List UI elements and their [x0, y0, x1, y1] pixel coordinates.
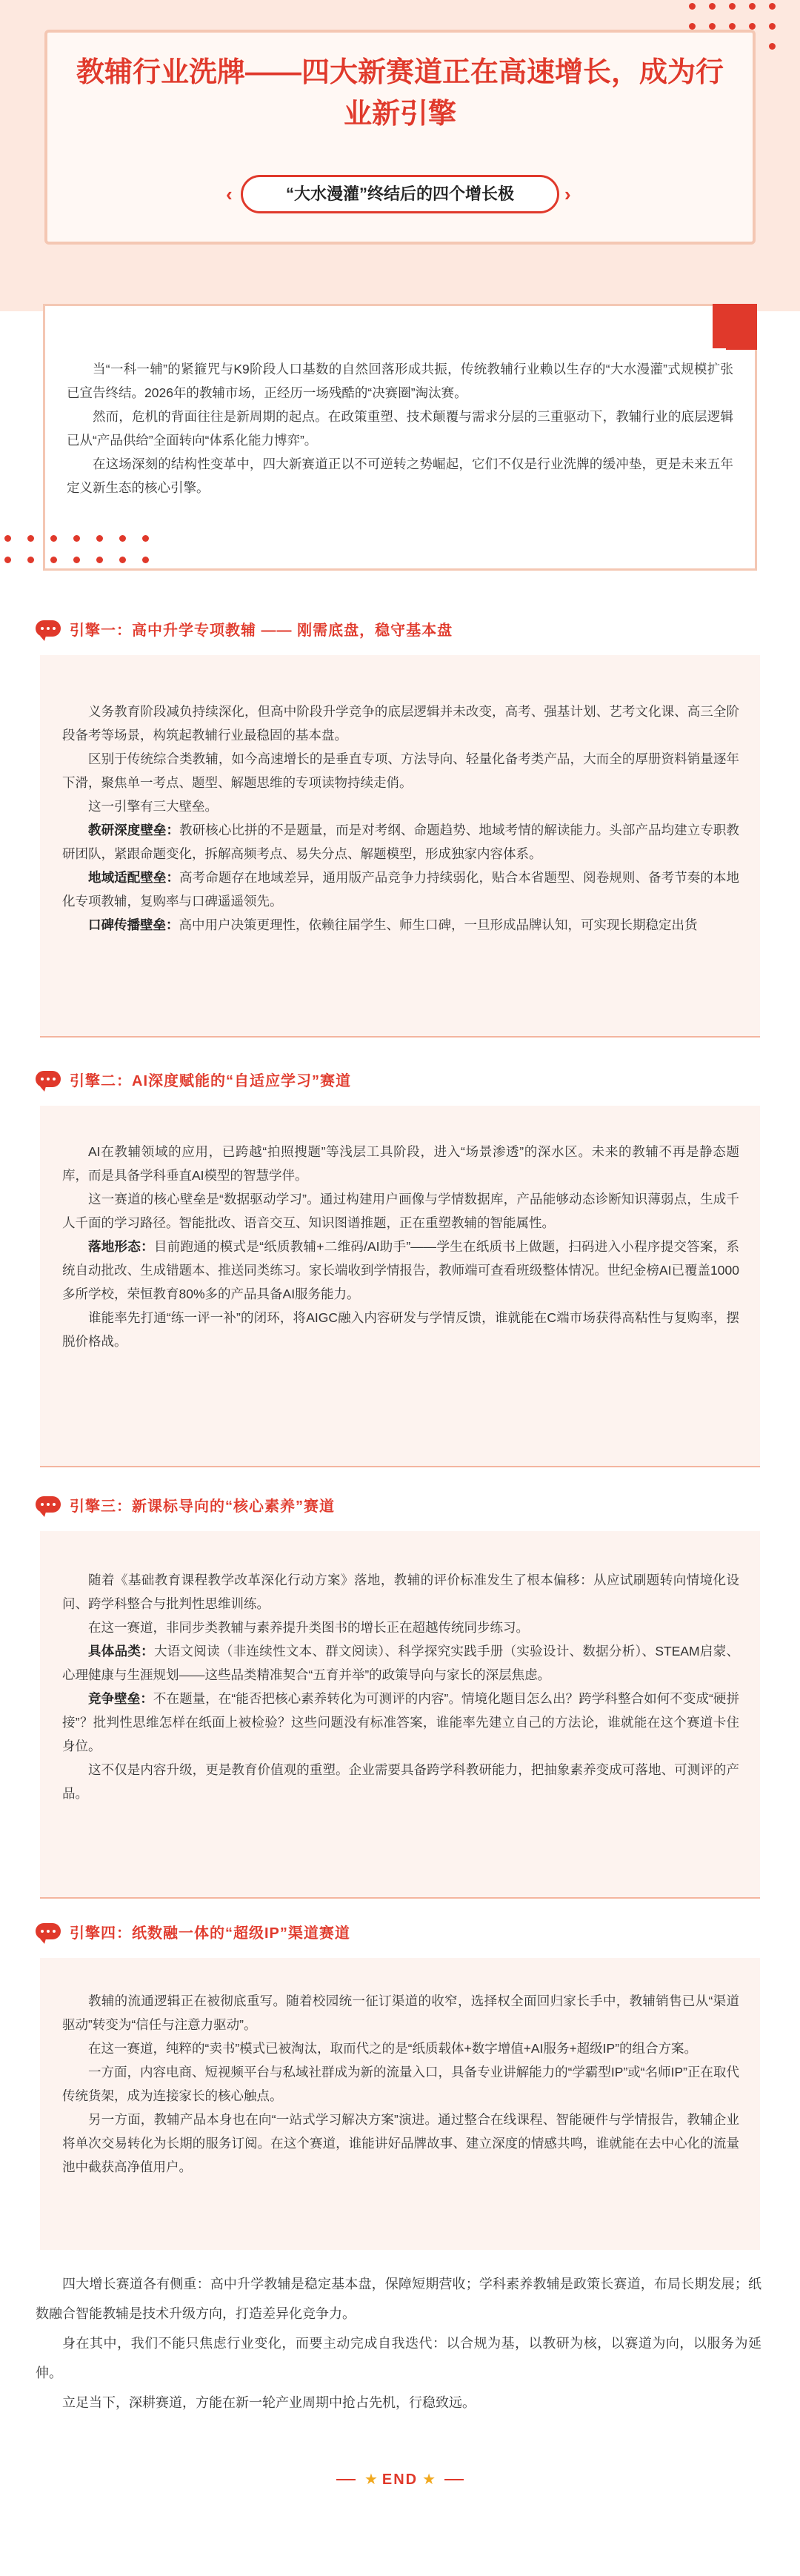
intro-paragraph: 在这场深刻的结构性变革中，四大新赛道正以不可逆转之势崛起，它们不仅是行业洗牌的缓冲垫，更是未来五年定义新生态的核心引擎。	[67, 457, 733, 495]
section-1-heading	[36, 614, 453, 643]
section-paragraph: 谁能率先打通“练一评一补”的闭环，将AIGC融入内容研发与学情反馈，谁就能在C端市场获得高粘性与复购率，摆脱价格战。	[62, 1310, 739, 1349]
section-title: 引擎一：高中升学专项教辅 —— 刚需底盘，稳守基本盘	[70, 622, 453, 639]
chat-bubble-icon	[36, 1923, 61, 1939]
end-marker	[0, 2465, 800, 2494]
intro-text	[67, 357, 733, 499]
chat-bubble-icon	[36, 1496, 61, 1513]
star-icon: ★	[364, 2472, 378, 2488]
section-3-heading	[36, 1490, 335, 1519]
section-paragraph: 在这一赛道，纯粹的“卖书”模式已被淘汰，取而代之的是“纸质载体+数字增值+AI服务+超级IP”的组合方案。	[88, 2041, 698, 2056]
corner-accent-block	[713, 304, 757, 348]
decorative-dots-left	[4, 535, 149, 563]
section-paragraph: 地域适配壁垒：高考命题存在地域差异，通用版产品竞争力持续弱化，贴合本省题型、阅卷规则、备考节奏的本地化专项教辅，复购率与口碑遥遥领先。	[62, 870, 740, 909]
section-4-text	[62, 1989, 739, 2179]
closing-paragraph: 立足当下，深耕赛道，方能在新一轮产业周期中抢占先机，行稳致远。	[62, 2395, 476, 2410]
section-paragraph: AI在教辅领域的应用，已跨越“拍照搜题”等浅层工具阶段，进入“场景渗透”的深水区。未来的教辅不再是静态题库，而是具备学科垂直AI模型的智慧学伴。	[62, 1144, 739, 1183]
star-icon: ★	[422, 2472, 436, 2488]
section-paragraph: 区别于传统综合类教辅，如今高速增长的是垂直专项、方法导向、轻量化备考类产品，大而全的厚册资料销量逐年下滑，聚焦单一考点、题型、解题思维的专项读物持续走俏。	[62, 751, 739, 790]
section-paragraph: 这一赛道的核心壁垒是“数据驱动学习”。通过构建用户画像与学情数据库，产品能够动态诊断知识薄弱点，生成千人千面的学习路径。智能批改、语音交互、知识图谱推题，正在重塑教辅的智能属性。	[62, 1192, 739, 1230]
section-paragraph: 另一方面，教辅产品本身也在向“一站式学习解决方案”演进。通过整合在线课程、智能硬件与学情报告，教辅企业将单次交易转化为长期的服务订阅。在这个赛道，谁能讲好品牌故事、建立深度的情感共鸣，谁就能在去中心化的流量池中截获高净值用户。	[62, 2112, 739, 2174]
section-2-heading	[36, 1064, 351, 1094]
closing-paragraph: 身在其中，我们不能只焦虑行业变化，而要主动完成自我迭代：以合规为基，以教研为核，以赛道为向，以服务为延伸。	[36, 2336, 761, 2380]
closing-paragraph: 四大增长赛道各有侧重：高中升学教辅是稳定基本盘，保障短期营收；学科素养教辅是政策长赛道，布局长期发展；纸数融合智能教辅是技术升级方向，打造差异化竞争力。	[36, 2277, 761, 2321]
section-paragraph: 义务教育阶段减负持续深化，但高中阶段升学竞争的底层逻辑并未改变，高考、强基计划、艺考文化课、高三全阶段备考等场景，构筑起教辅行业最稳固的基本盘。	[62, 704, 739, 743]
section-1-text	[62, 700, 739, 937]
corner-accent-line	[726, 348, 757, 350]
page-title: 教辅行业洗牌——四大新赛道正在高速增长，成为行业新引擎	[76, 57, 724, 130]
section-paragraph: 在这一赛道，非同步类教辅与素养提升类图书的增长正在超越传统同步练习。	[88, 1620, 529, 1635]
chevron-right-icon: ›	[564, 183, 571, 205]
subtitle-pill: “大水漫灌”终结后的四个增长极	[241, 175, 559, 213]
section-paragraph: 口碑传播壁垒：高中用户决策更理性，依赖往届学生、师生口碑，一旦形成品牌认知，可实现长期稳定出货	[88, 917, 698, 932]
section-paragraph: 这一引擎有三大壁垒。	[88, 799, 218, 814]
section-paragraph: 教研深度壁垒：教研核心比拼的不是题量，而是对考纲、命题趋势、地域考情的解读能力。头部产品均建立专职教研团队，紧跟命题变化，拆解高频考点、易失分点、解题模型，形成独家内容体系。	[62, 823, 740, 861]
section-4-heading	[36, 1916, 350, 1946]
section-paragraph: 这不仅是内容升级，更是教育价值观的重塑。企业需要具备跨学科教研能力，把抽象素养变成可落地、可测评的产品。	[62, 1762, 739, 1801]
end-line-left	[336, 2479, 356, 2480]
section-paragraph: 竞争壁垒：不在题量，在“能否把核心素养转化为可测评的内容”。情境化题目怎么出？跨学科整合如何不变成“硬拼接”？批判性思维怎样在纸面上被检验？这些问题没有标准答案，谁能率先建立自己的方法论，谁就能在这个赛道卡住身位。	[62, 1691, 740, 1753]
section-paragraph: 随着《基础教育课程教学改革深化行动方案》落地，教辅的评价标准发生了根本偏移：从应试刷题转向情境化设问、跨学科整合与批判性思维训练。	[62, 1573, 739, 1611]
intro-paragraph: 当“一科一辅”的紧箍咒与K9阶段人口基数的自然回落形成共振，传统教辅行业赖以生存的“大水漫灌”式规模扩张已宣告终结。2026年的教辅市场，正经历一场残酷的“决赛圈”淘汰赛。	[67, 362, 733, 400]
section-paragraph: 一方面，内容电商、短视频平台与私域社群成为新的流量入口，具备专业讲解能力的“学霸型IP”或“名师IP”正在取代传统货架，成为连接家长的核心触点。	[62, 2065, 739, 2103]
section-title: 引擎二：AI深度赋能的“自适应学习”赛道	[70, 1072, 351, 1089]
section-title: 引擎四：纸数融一体的“超级IP”渠道赛道	[70, 1925, 350, 1942]
end-label: END	[381, 2471, 419, 2488]
chevron-left-icon: ‹	[226, 183, 233, 205]
section-divider	[40, 1897, 760, 1899]
section-title: 引擎三：新课标导向的“核心素养”赛道	[70, 1498, 335, 1515]
section-paragraph: 具体品类：大语文阅读（非连续性文本、群文阅读）、科学探究实践手册（实验设计、数据分析）、STEAM启蒙、心理健康与生涯规划——这些品类精准契合“五育并举”的政策导向与家长的深层焦虑。	[62, 1644, 740, 1682]
chat-bubble-icon	[36, 1071, 61, 1087]
section-paragraph: 教辅的流通逻辑正在被彻底重写。随着校园统一征订渠道的收窄，选择权全面回归家长手中，教辅销售已从“渠道驱动”转变为“信任与注意力驱动”。	[62, 1994, 739, 2032]
section-3-text	[62, 1568, 739, 1805]
section-paragraph: 落地形态：目前跑通的模式是“纸质教辅+二维码/AI助手”——学生在纸质书上做题，扫码进入小程序提交答案，系统自动批改、生成错题本、推送同类练习。家长端收到学情报告，教师端可查看班级整体情况。世纪金榜AI已覆盖1000多所学校，荣恒教育80%多的产品具备AI服务能力。	[62, 1239, 740, 1301]
intro-paragraph: 然而，危机的背面往往是新周期的起点。在政策重塑、技术颠覆与需求分层的三重驱动下，教辅行业的底层逻辑已从“产品供给”全面转向“体系化能力博弈”。	[67, 409, 733, 448]
chat-bubble-icon	[36, 620, 61, 637]
closing-text	[36, 2269, 761, 2417]
section-2-text	[62, 1140, 739, 1353]
section-divider	[40, 1466, 760, 1467]
end-line-right	[444, 2479, 464, 2480]
section-divider	[40, 1036, 760, 1038]
